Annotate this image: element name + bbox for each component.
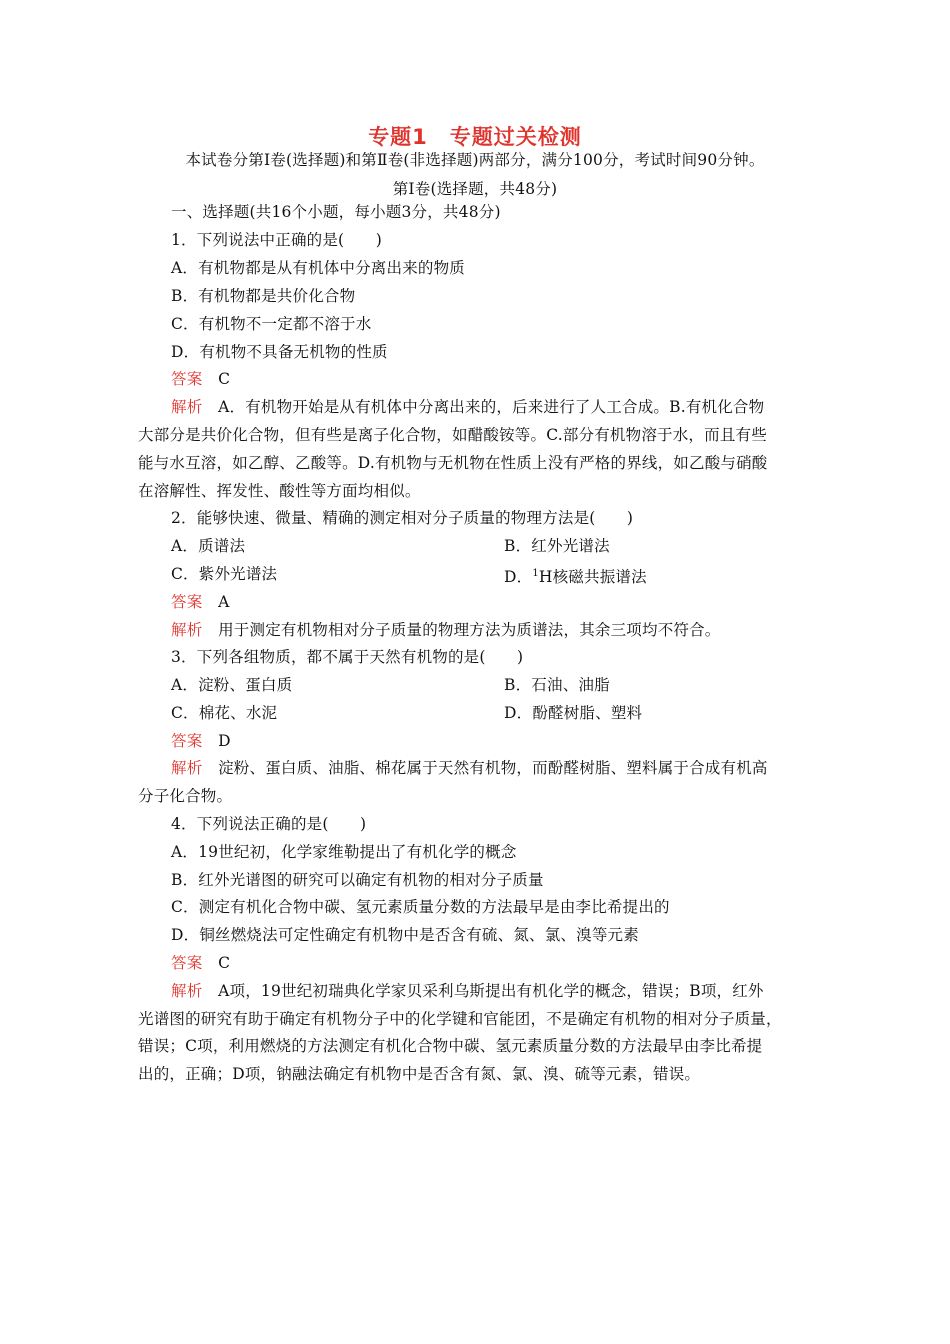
answer-value: A <box>218 593 230 611</box>
analysis-label: 解析 <box>171 759 203 777</box>
question-2-option-c: C．紫外光谱法 <box>171 565 278 583</box>
answer-value: D <box>218 732 231 750</box>
answer-label: 答案 <box>171 593 203 611</box>
question-4-option-d: D．铜丝燃烧法可定性确定有机物中是否含有硫、氮、氯、溴等元素 <box>171 926 639 944</box>
question-3-option-a: A．淀粉、蛋白质 <box>171 676 293 694</box>
question-4-option-c: C．测定有机化合物中碳、氢元素质量分数的方法最早是由李比希提出的 <box>171 898 670 916</box>
analysis-label: 解析 <box>171 621 203 639</box>
option-text: H核磁共振谱法 <box>538 568 647 586</box>
answer-value: C <box>218 370 231 388</box>
section-heading: 一、选择题(共16个小题，每小题3分，共48分) <box>171 203 501 221</box>
question-4-analysis-line-3: 错误；C项，利用燃烧的方法测定有机化合物中碳、氢元素质量分数的方法最早由李比希提 <box>138 1037 763 1055</box>
question-1-stem: 1．下列说法中正确的是( ) <box>171 231 382 249</box>
question-3-stem: 3．下列各组物质，都不属于天然有机物的是( ) <box>171 648 524 666</box>
question-4-analysis-line-4: 出的，正确；D项，钠融法确定有机物中是否含有氮、氯、溴、硫等元素，错误。 <box>138 1065 701 1083</box>
exam-intro: 本试卷分第Ⅰ卷(选择题)和第Ⅱ卷(非选择题)两部分，满分100分，考试时间90分钟。 <box>185 151 765 169</box>
question-3-option-b: B．石油、油脂 <box>504 676 610 694</box>
analysis-label: 解析 <box>171 398 203 416</box>
question-1-option-d: D．有机物不具备无机物的性质 <box>171 343 388 361</box>
question-3-option-c: C．棉花、水泥 <box>171 704 278 722</box>
question-2-option-a: A．质谱法 <box>171 537 246 555</box>
question-3-option-d: D．酚醛树脂、塑料 <box>504 704 643 722</box>
analysis-text: 淀粉、蛋白质、油脂、棉花属于天然有机物，而酚醛树脂、塑料属于合成有机高 <box>218 759 768 777</box>
question-2-analysis-line-1 <box>171 620 721 640</box>
question-3-answer <box>171 731 231 751</box>
question-1-analysis-line-4: 在溶解性、挥发性、酸性等方面均相似。 <box>138 482 421 500</box>
question-1-answer <box>171 369 230 389</box>
question-1-option-c: C．有机物不一定都不溶于水 <box>171 315 372 333</box>
answer-label: 答案 <box>171 370 203 388</box>
question-1-analysis-line-1 <box>171 397 764 417</box>
answer-value: C <box>218 954 231 972</box>
analysis-text: A．有机物开始是从有机体中分离出来的，后来进行了人工合成。B.有机化合物 <box>218 398 765 416</box>
answer-label: 答案 <box>171 954 203 972</box>
question-2-option-b: B．红外光谱法 <box>504 537 610 555</box>
analysis-text: A项，19世纪初瑞典化学家贝采利乌斯提出有机化学的概念，错误；B项，红外 <box>218 982 764 1000</box>
analysis-text: 用于测定有机物相对分子质量的物理方法为质谱法，其余三项均不符合。 <box>218 621 721 639</box>
question-1-option-b: B．有机物都是共价化合物 <box>171 287 356 305</box>
question-1-analysis-line-2: 大部分是共价化合物，但有些是离子化合物，如醋酸铵等。C.部分有机物溶于水，而且有些 <box>138 426 767 444</box>
answer-label: 答案 <box>171 732 203 750</box>
question-2-option-d <box>504 564 647 587</box>
question-4-option-a: A．19世纪初，化学家维勒提出了有机化学的概念 <box>171 843 517 861</box>
analysis-label: 解析 <box>171 982 203 1000</box>
question-4-analysis-line-2: 光谱图的研究有助于确定有机物分子中的化学键和官能团，不是确定有机物的相对分子质量， <box>138 1010 782 1028</box>
question-2-stem: 2．能够快速、微量、精确的测定相对分子质量的物理方法是( ) <box>171 509 634 527</box>
question-3-analysis-line-2: 分子化合物。 <box>138 787 233 805</box>
page-title: 专题1 专题过关检测 <box>368 125 582 149</box>
question-4-option-b: B．红外光谱图的研究可以确定有机物的相对分子质量 <box>171 871 544 889</box>
question-1-option-a: A．有机物都是从有机体中分离出来的物质 <box>171 259 465 277</box>
question-1-analysis-line-3: 能与水互溶，如乙醇、乙酸等。D.有机物与无机物在性质上没有严格的界线，如乙酸与硝酸 <box>138 454 768 472</box>
question-4-answer <box>171 953 230 973</box>
mass-number-superscript: 1 <box>532 568 539 579</box>
question-2-answer <box>171 592 230 612</box>
question-3-analysis-line-1 <box>171 758 768 778</box>
question-4-stem: 4．下列说法正确的是( ) <box>171 815 367 833</box>
part-heading: 第Ⅰ卷(选择题，共48分) <box>392 180 558 198</box>
question-4-analysis-line-1 <box>171 981 764 1001</box>
option-letter: D． <box>504 568 533 586</box>
